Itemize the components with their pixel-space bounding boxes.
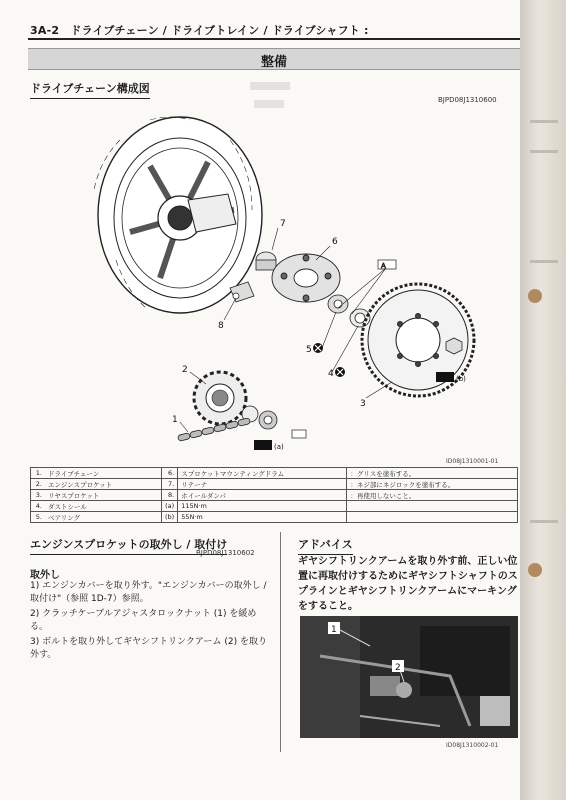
legend-number: (b)	[162, 512, 178, 523]
advice-heading: アドバイス	[298, 536, 353, 555]
legend-part-name: ホイールダンパ	[178, 490, 347, 501]
callout-5: 5	[306, 345, 312, 355]
legend-note: ：再使用しないこと。	[347, 490, 518, 501]
legend-row	[31, 512, 518, 523]
legend-number: 1.	[31, 468, 46, 479]
binder-hole-bottom	[528, 563, 542, 577]
procedure-code: BJPD08J1310602	[196, 549, 255, 557]
legend-number: 2.	[31, 479, 46, 490]
torque-label-b: (b)	[456, 375, 466, 383]
diagram-figure-id: ID08J1310001-01	[446, 458, 499, 465]
callout-7: 7	[280, 219, 286, 229]
engine-sprocket	[194, 372, 246, 424]
adjacent-page-edge	[520, 0, 566, 800]
sprocket-mounting-drum	[272, 254, 340, 302]
removal-subheading: 取外し	[30, 570, 60, 581]
legend-number: (a)	[162, 501, 178, 512]
step-2: 2) クラッチケーブルアジャスタロックナット (1) を緩める。	[30, 609, 257, 632]
parts-legend-table	[30, 467, 518, 523]
photo-figure-id: ID08J1310002-01	[446, 742, 499, 749]
diagram-code: BJPD08J1310600	[438, 96, 497, 104]
legend-part-name: ドライブチェーン	[45, 468, 162, 479]
legend-row	[31, 490, 518, 501]
legend-row	[31, 479, 518, 490]
photo-callout-2: 2	[395, 663, 401, 673]
legend-part-name: ベアリング	[45, 512, 162, 523]
legend-part-name: リヤスプロケット	[45, 490, 162, 501]
callout-1: 1	[172, 415, 178, 425]
section-bar	[28, 48, 520, 70]
legend-note	[347, 512, 518, 523]
column-divider	[280, 532, 281, 752]
legend-note: ：ネジ部にネジロックを塗布する。	[347, 479, 518, 490]
legend-number: 7.	[162, 479, 178, 490]
legend-part-name: エンジンスプロケット	[45, 479, 162, 490]
advice-text: ギヤシフトリンクアームを取り外す前、正しい位置に再取付けするためにギヤシフトシャフトのスプラインとギヤシフトリンクアームにマーキングをすること。	[298, 556, 518, 612]
legend-part-name: ダストシール	[45, 501, 162, 512]
dust-seal	[350, 309, 370, 327]
engine-sprocket-nut	[242, 406, 277, 429]
legend-note	[347, 501, 518, 512]
section-title: 整備	[260, 55, 287, 70]
sprocket-nut	[446, 338, 462, 354]
torque-label-a: (a)	[274, 443, 284, 451]
running-header: 3A-2 ドライブチェーン / ドライブトレイン / ドライブシャフト :	[30, 24, 369, 37]
binder-hole-top	[528, 289, 542, 303]
svg-text:A: A	[381, 262, 386, 270]
step-3: 3) ボルトを取り外してギヤシフトリンクアーム (2) を取り外す。	[30, 637, 268, 660]
legend-row	[31, 501, 518, 512]
legend-number: 5.	[31, 512, 46, 523]
callout-3: 3	[360, 399, 366, 409]
retainer	[256, 252, 276, 270]
callout-4: 4	[328, 369, 334, 379]
photo-illustration	[300, 616, 518, 738]
legend-note: ：グリスを塗布する。	[347, 468, 518, 479]
legend-part-name: 55N·m	[178, 512, 347, 523]
legend-part-name: スプロケットマウンティングドラム	[178, 468, 347, 479]
diagram-heading: ドライブチェーン構成図	[30, 80, 150, 99]
procedure-heading: エンジンスプロケットの取外し / 取付け	[30, 536, 227, 555]
legend-number: 6.	[162, 468, 178, 479]
photo-callout-1: 1	[331, 625, 337, 635]
step-1: 1) エンジンカバーを取り外す。"エンジンカバーの取外し / 取付け"（参照 1D-7）参照。	[30, 581, 267, 604]
rear-wheel	[94, 117, 262, 313]
shift-link-photo	[300, 616, 518, 738]
legend-part-name: リテーナ	[178, 479, 347, 490]
callout-2: 2	[182, 365, 188, 375]
callout-6: 6	[332, 237, 338, 247]
legend-number: 8.	[162, 490, 178, 501]
bearing	[328, 295, 348, 313]
header-rule	[28, 38, 520, 40]
drive-chain-exploded-diagram	[30, 100, 518, 460]
legend-number: 3.	[31, 490, 46, 501]
callout-8: 8	[218, 321, 224, 331]
legend-part-name: 115N·m	[178, 501, 347, 512]
legend-number: 4.	[31, 501, 46, 512]
legend-row	[31, 468, 518, 479]
